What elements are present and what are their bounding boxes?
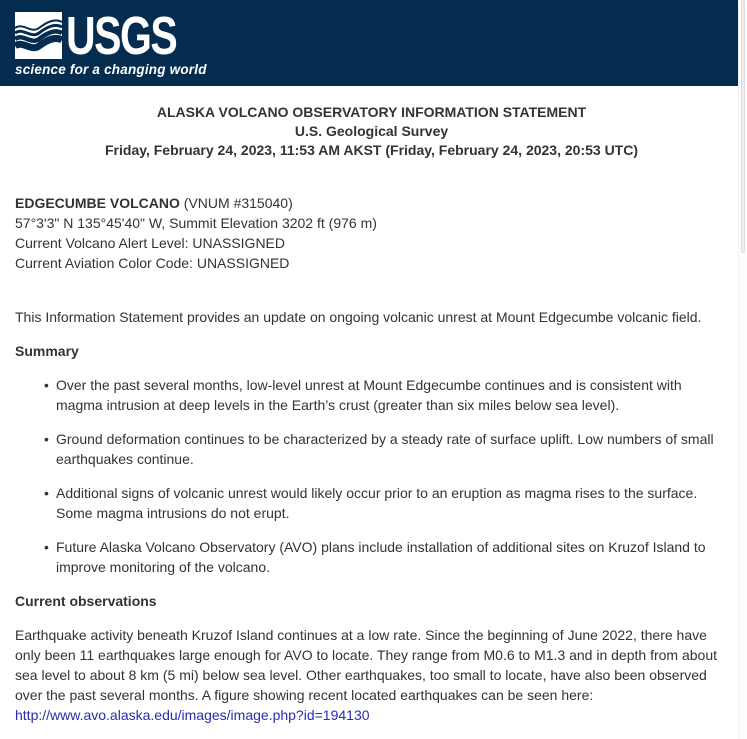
scrollbar[interactable] [738, 0, 747, 739]
usgs-header [0, 0, 738, 86]
observations-paragraph [15, 625, 728, 725]
usgs-logo[interactable] [15, 6, 211, 79]
usgs-logo-top [15, 6, 211, 66]
usgs-logo-tagline: science for a changing world [15, 62, 207, 77]
volcano-vnum: (VNUM #315040) [183, 195, 293, 211]
statement-datetime: Friday, February 24, 2023, 11:53 AM AKST (Friday, February 24, 2023, 20:53 UTC) [105, 142, 638, 158]
statement-title: ALASKA VOLCANO OBSERVATORY INFORMATION STATEMENT [156, 104, 587, 120]
usgs-logo-acronym: USGS [66, 6, 177, 66]
observations-heading: Current observations [15, 593, 157, 609]
statement-body [0, 86, 738, 725]
summary-bullet: • Over the past several months, low-level unrest at Mount Edgecumbe continues and is consistent with magma intrusion at deep levels in the Earth’s crust (greater than six miles below sea level). [15, 375, 728, 415]
agency-name: U.S. Geological Survey [294, 123, 449, 139]
volcano-location: 57°3'3" N 135°45'40" W, Summit Elevation 3202 ft (976 m) [15, 215, 377, 231]
volcano-alert-level: Current Volcano Alert Level: UNASSIGNED [15, 235, 286, 251]
summary-bullet: • Ground deformation continues to be characterized by a steady rate of surface uplift. Low numbers of small earthquakes continue. [15, 429, 728, 469]
observations-text: Earthquake activity beneath Kruzof Island continues at a low rate. Since the beginning of June 2022, there have only been 11 earthquakes large enough for AVO to locate. They range from M0.6 to M1.3 and in depth from about sea level to about 8 km (5 mi) below sea level. Other earthquakes, too small to locate, have also been observed over the past several months. A figure showing recent located earthquakes can be seen here: [15, 627, 717, 703]
summary-bullet-list [15, 375, 728, 577]
aviation-color-code: Current Aviation Color Code: UNASSIGNED [15, 255, 290, 271]
usgs-wave-icon [15, 12, 62, 59]
statement-title-block [15, 103, 728, 160]
summary-bullet: • Future Alaska Volcano Observatory (AVO) plans include installation of additional sites on Kruzof Island to improve monitoring of the volcano. [15, 537, 728, 577]
scrollbar-thumb[interactable] [741, 0, 745, 253]
volcano-name: EDGECUMBE VOLCANO [15, 195, 180, 211]
figure-link[interactable]: http://www.avo.alaska.edu/images/image.php?id=194130 [15, 707, 370, 723]
volcano-name-line [15, 193, 728, 213]
summary-heading: Summary [15, 343, 79, 359]
volcano-info-block [15, 193, 728, 273]
summary-bullet: • Additional signs of volcanic unrest would likely occur prior to an eruption as magma rises to the surface. Some magma intrusions do not erupt. [15, 483, 728, 523]
intro-paragraph: This Information Statement provides an update on ongoing volcanic unrest at Mount Edgecumbe volcanic field. [15, 309, 702, 325]
